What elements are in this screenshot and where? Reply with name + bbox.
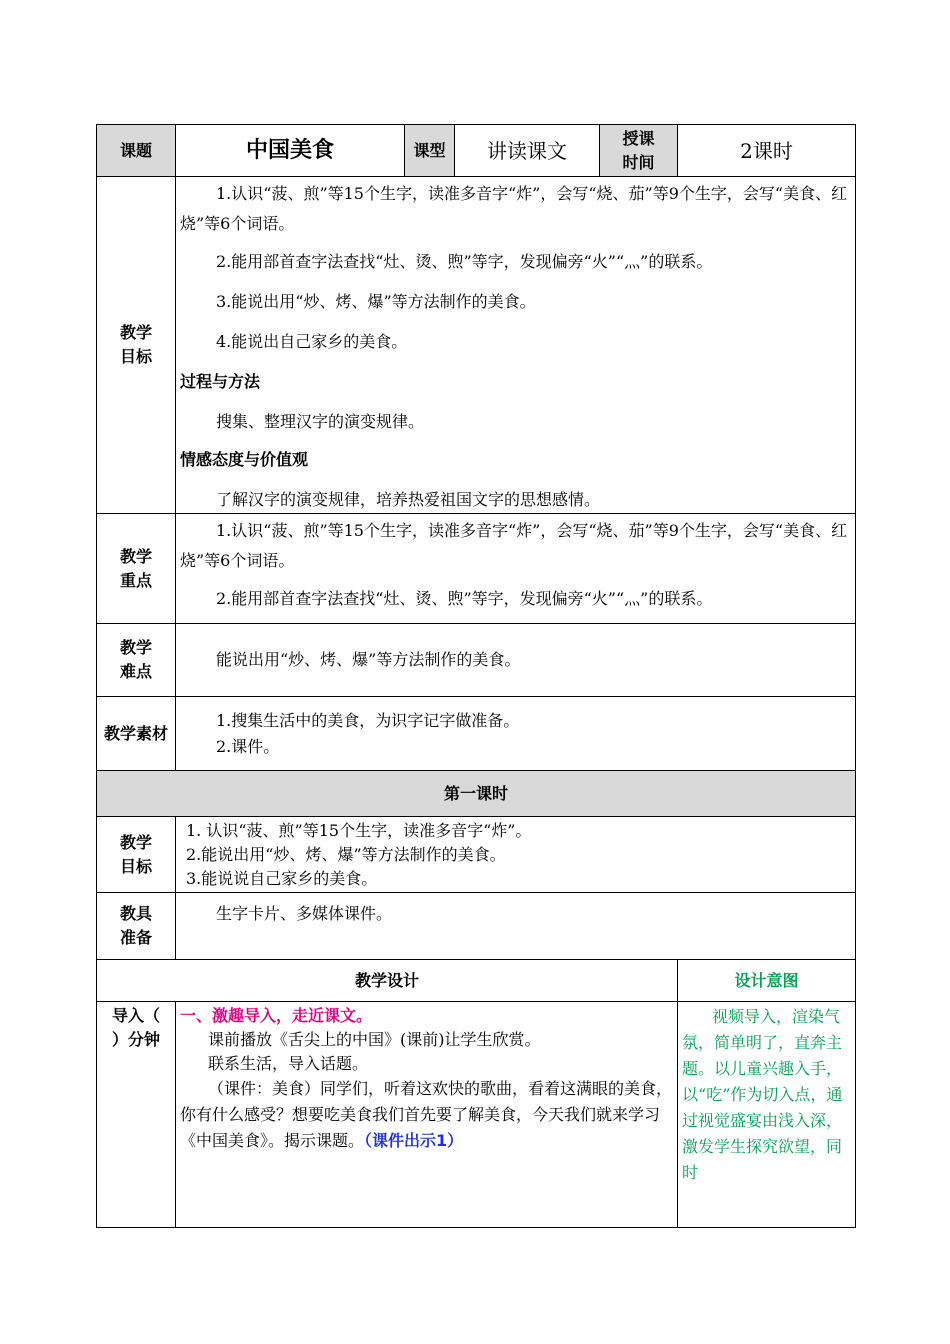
intro-line: 课前播放《舌尖上的中国》(课前)让学生欣赏。: [208, 1030, 541, 1049]
topic-label: 课题: [97, 125, 176, 177]
materials-label: 教学素材: [97, 697, 176, 771]
emotion-text: 了解汉字的演变规律，培养热爱祖国文字的思想感情。: [216, 490, 601, 509]
courseware-cue: （课件出示1）: [364, 1131, 464, 1150]
goal-item: 2.能用部首查字法查找“灶、烫、煦”等字，发现偏旁“火”“灬”的联系。: [216, 252, 713, 271]
goals-label: 教学目标: [97, 177, 176, 514]
difficulty-label: 教学难点: [97, 624, 176, 697]
tools-text: 生字卡片、多媒体课件。: [216, 904, 393, 923]
lesson-goal-item: 3.能说说自己家乡的美食。: [186, 868, 378, 888]
material-item: 1.搜集生活中的美食，为识字记字做准备。: [216, 710, 520, 730]
intro-line: （课件：美食）同学们，听着这欢快的歌曲，看着这满眼的美食，你有什么感受？想要吃美食我们首先要了解美食，今天我们就来学习《中国美食》。揭示课题。（课件出示1）: [180, 1079, 673, 1150]
difficulty-content: [176, 624, 856, 697]
material-item: 2.课件。: [216, 736, 280, 756]
goals-content: [176, 177, 856, 514]
goal-item: 3.能说出用“炒、烤、爆”等方法制作的美食。: [216, 292, 536, 311]
key-point-item: 2.能用部首查字法查找“灶、烫、煦”等字，发现偏旁“火”“灬”的联系。: [216, 589, 713, 608]
intro-content: [176, 1002, 678, 1228]
intro-heading: 一、激趣导入，走近课文。: [180, 1006, 373, 1025]
intro-line: 联系生活，导入话题。: [208, 1054, 369, 1073]
time-value: 2课时: [678, 125, 856, 177]
first-lesson-title: 第一课时: [97, 771, 856, 817]
process-title: 过程与方法: [180, 372, 261, 391]
goal-item: 1.认识“菠、煎”等15个生字，读准多音字“炸”，会写“烧、茄”等9个生字，会写“美食、红烧”等6个词语。: [180, 184, 848, 233]
intent-text: 视频导入，渲染气氛，简单明了，直奔主题。以儿童兴趣入手，以“吃”作为切入点，通过视觉盛宴由浅入深，激发学生探究欲望，同时: [682, 1007, 843, 1182]
process-text: 搜集、整理汉字的演变规律。: [216, 412, 425, 431]
difficulty-text: 能说出用“炒、烤、爆”等方法制作的美食。: [216, 650, 521, 669]
intro-label: 导入（ ）分钟: [97, 1002, 176, 1228]
lesson-goals-label: 教学目标: [97, 817, 176, 893]
key-point-item: 1.认识“菠、煎”等15个生字，读准多音字“炸”，会写“烧、茄”等9个生字，会写“美食、红烧”等6个词语。: [180, 521, 848, 570]
key-points-content: [176, 514, 856, 624]
goal-item: 4.能说出自己家乡的美食。: [216, 332, 408, 351]
lesson-plan-table: [96, 124, 856, 1228]
key-points-label: 教学重点: [97, 514, 176, 624]
materials-content: [176, 697, 856, 771]
intent-label: 设计意图: [678, 960, 856, 1002]
topic-title: 中国美食: [176, 125, 405, 177]
emotion-title: 情感态度与价值观: [180, 450, 309, 469]
intent-content: [678, 1002, 856, 1228]
tools-label: 教具准备: [97, 893, 176, 960]
design-label: 教学设计: [97, 960, 678, 1002]
type-label: 课型: [405, 125, 455, 177]
lesson-goal-item: 2.能说出用“炒、烤、爆”等方法制作的美食。: [186, 844, 506, 864]
tools-content: [176, 893, 856, 960]
type-value: 讲读课文: [455, 125, 600, 177]
time-label: 授课时间: [600, 125, 678, 177]
lesson-goals-content: [176, 817, 856, 893]
lesson-goal-item: 1. 认识“菠、煎”等15个生字，读准多音字“炸”。: [186, 820, 532, 840]
